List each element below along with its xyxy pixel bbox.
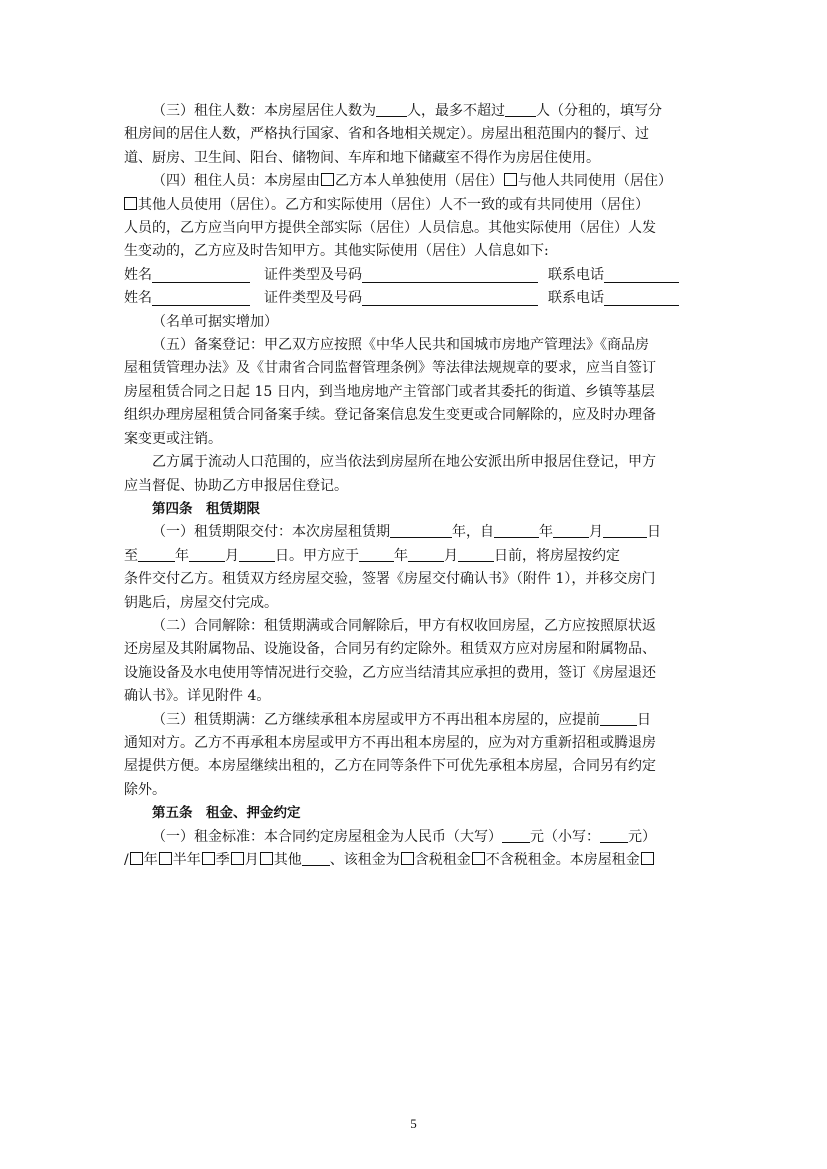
blank-field[interactable] <box>603 523 647 538</box>
blank-field[interactable] <box>553 523 589 538</box>
checkbox[interactable] <box>231 852 244 865</box>
clause-registration: （五）备案登记：甲乙双方应按照《中华人民共和国城市房地产管理法》《商品房 屋租赁管理办法》及《甘肃省合同监督管理条例》等法律法规规章的要求，应当自签订 房屋租赁合同之日起 15 日内，到当地房地产主管部门或者其委托的街道、乡镇等基层 组织办理房屋租赁合同备案手续。登记备案信息发生变更或合同解除的，应及时办理备 案变更或注销。 <box>124 337 656 447</box>
checkbox[interactable] <box>401 852 414 865</box>
blank-field[interactable] <box>189 547 225 562</box>
article-5-heading: 第五条 租金、押金约定 <box>152 805 301 822</box>
clause-floating-population: 乙方属于流动人口范围的，应当依法到房屋所在地公安派出所申报居住登记，甲方 应当督促、协助乙方申报居住登记。 <box>124 454 656 494</box>
blank-field[interactable] <box>600 711 637 726</box>
document-page <box>124 100 704 872</box>
blank-field[interactable] <box>239 547 275 562</box>
clause-lease-term: （一）租赁期限交付：本次房屋租赁期 年，自 年 月 日 至 年 月 日。甲方应于 年 月 日前，将房屋按约定 条件交付乙方。租赁双方经房屋交验，签署《房屋交付确认书》（附件 1），并移交房门 钥匙后，房屋交付完成。 <box>124 524 661 611</box>
id-field[interactable] <box>362 291 538 306</box>
checkbox[interactable] <box>472 852 485 865</box>
name-field[interactable] <box>152 291 250 306</box>
blank-field[interactable] <box>302 851 330 866</box>
blank-field[interactable] <box>376 102 407 117</box>
list-note: （名单可据实增加） <box>152 313 278 330</box>
checkbox[interactable] <box>159 852 172 865</box>
blank-field[interactable] <box>458 547 494 562</box>
name-field[interactable] <box>152 268 250 283</box>
blank-field[interactable] <box>408 547 444 562</box>
occupant-row: 姓名 证件类型及号码 联系电话 <box>124 264 704 287</box>
phone-field[interactable] <box>604 268 679 283</box>
blank-field[interactable] <box>138 547 175 562</box>
checkbox[interactable] <box>124 197 137 210</box>
clause-occupants: （四）租住人员：本房屋由 乙方本人单独使用（居住） 与他人共同使用（居住） 其他人员使用（居住）。乙方和实际使用（居住）人不一致的或有共同使用（居住） 人员的，乙方应当向甲方提供全部实际（居住）人员信息。其他实际使用（居住）人发 生变动的，乙方应及时告知甲方。其他实际使用（居住）人信息如下: <box>124 173 672 260</box>
article-4-heading: 第四条 租赁期限 <box>152 500 260 517</box>
blank-field[interactable] <box>502 828 530 843</box>
blank-field[interactable] <box>505 102 536 117</box>
blank-field[interactable] <box>359 547 394 562</box>
checkbox[interactable] <box>130 852 143 865</box>
blank-field[interactable] <box>390 523 452 538</box>
checkbox[interactable] <box>641 852 654 865</box>
clause-occupant-count: （三）租住人数：本房屋居住人数为 人，最多不超过 人（分租的，填写分 租房间的居住人数，严格执行国家、省和各地相关规定）。房屋出租范围内的餐厅、过 道、厨房、卫生间、阳台、储物间、车库和地下储藏室不得作为房居住使用。 <box>124 103 662 166</box>
clause-lease-expiry: （三）租赁期满：乙方继续承租本房屋或甲方不再出租本房屋的，应提前 日 通知对方。乙方不再承租本房屋或甲方不再出租本房屋的，应为对方重新招租或腾退房 屋提供方便。本房屋继续出租的，乙方在同等条件下可优先承租本房屋，合同另有约定 除外。 <box>124 711 656 798</box>
checkbox[interactable] <box>321 173 334 186</box>
clause-rent-standard: （一）租金标准：本合同约定房屋租金为人民币（大写） 元（小写： 元） / 年 半年 季 月 其他 、该租金为 含税租金 不含税租金。本房屋租金 <box>124 828 656 868</box>
clause-contract-termination: （二）合同解除：租赁期满或合同解除后，甲方有权收回房屋，乙方应按照原状返 还房屋及其附属物品、设施设备，合同另有约定除外。租赁双方应对房屋和附属物品、 设施设备及水电使用等情况进行交验，乙方应当结清其应承担的费用，签订《房屋退还 确认书》。详见附件 4。 <box>124 617 656 705</box>
blank-field[interactable] <box>600 828 628 843</box>
occupant-row: 姓名 证件类型及号码 联系电话 <box>124 287 704 310</box>
page-number: 5 <box>410 1116 417 1131</box>
checkbox[interactable] <box>504 173 517 186</box>
id-field[interactable] <box>362 268 538 283</box>
blank-field[interactable] <box>494 523 539 538</box>
phone-field[interactable] <box>604 291 679 306</box>
checkbox[interactable] <box>202 852 215 865</box>
checkbox[interactable] <box>260 852 273 865</box>
